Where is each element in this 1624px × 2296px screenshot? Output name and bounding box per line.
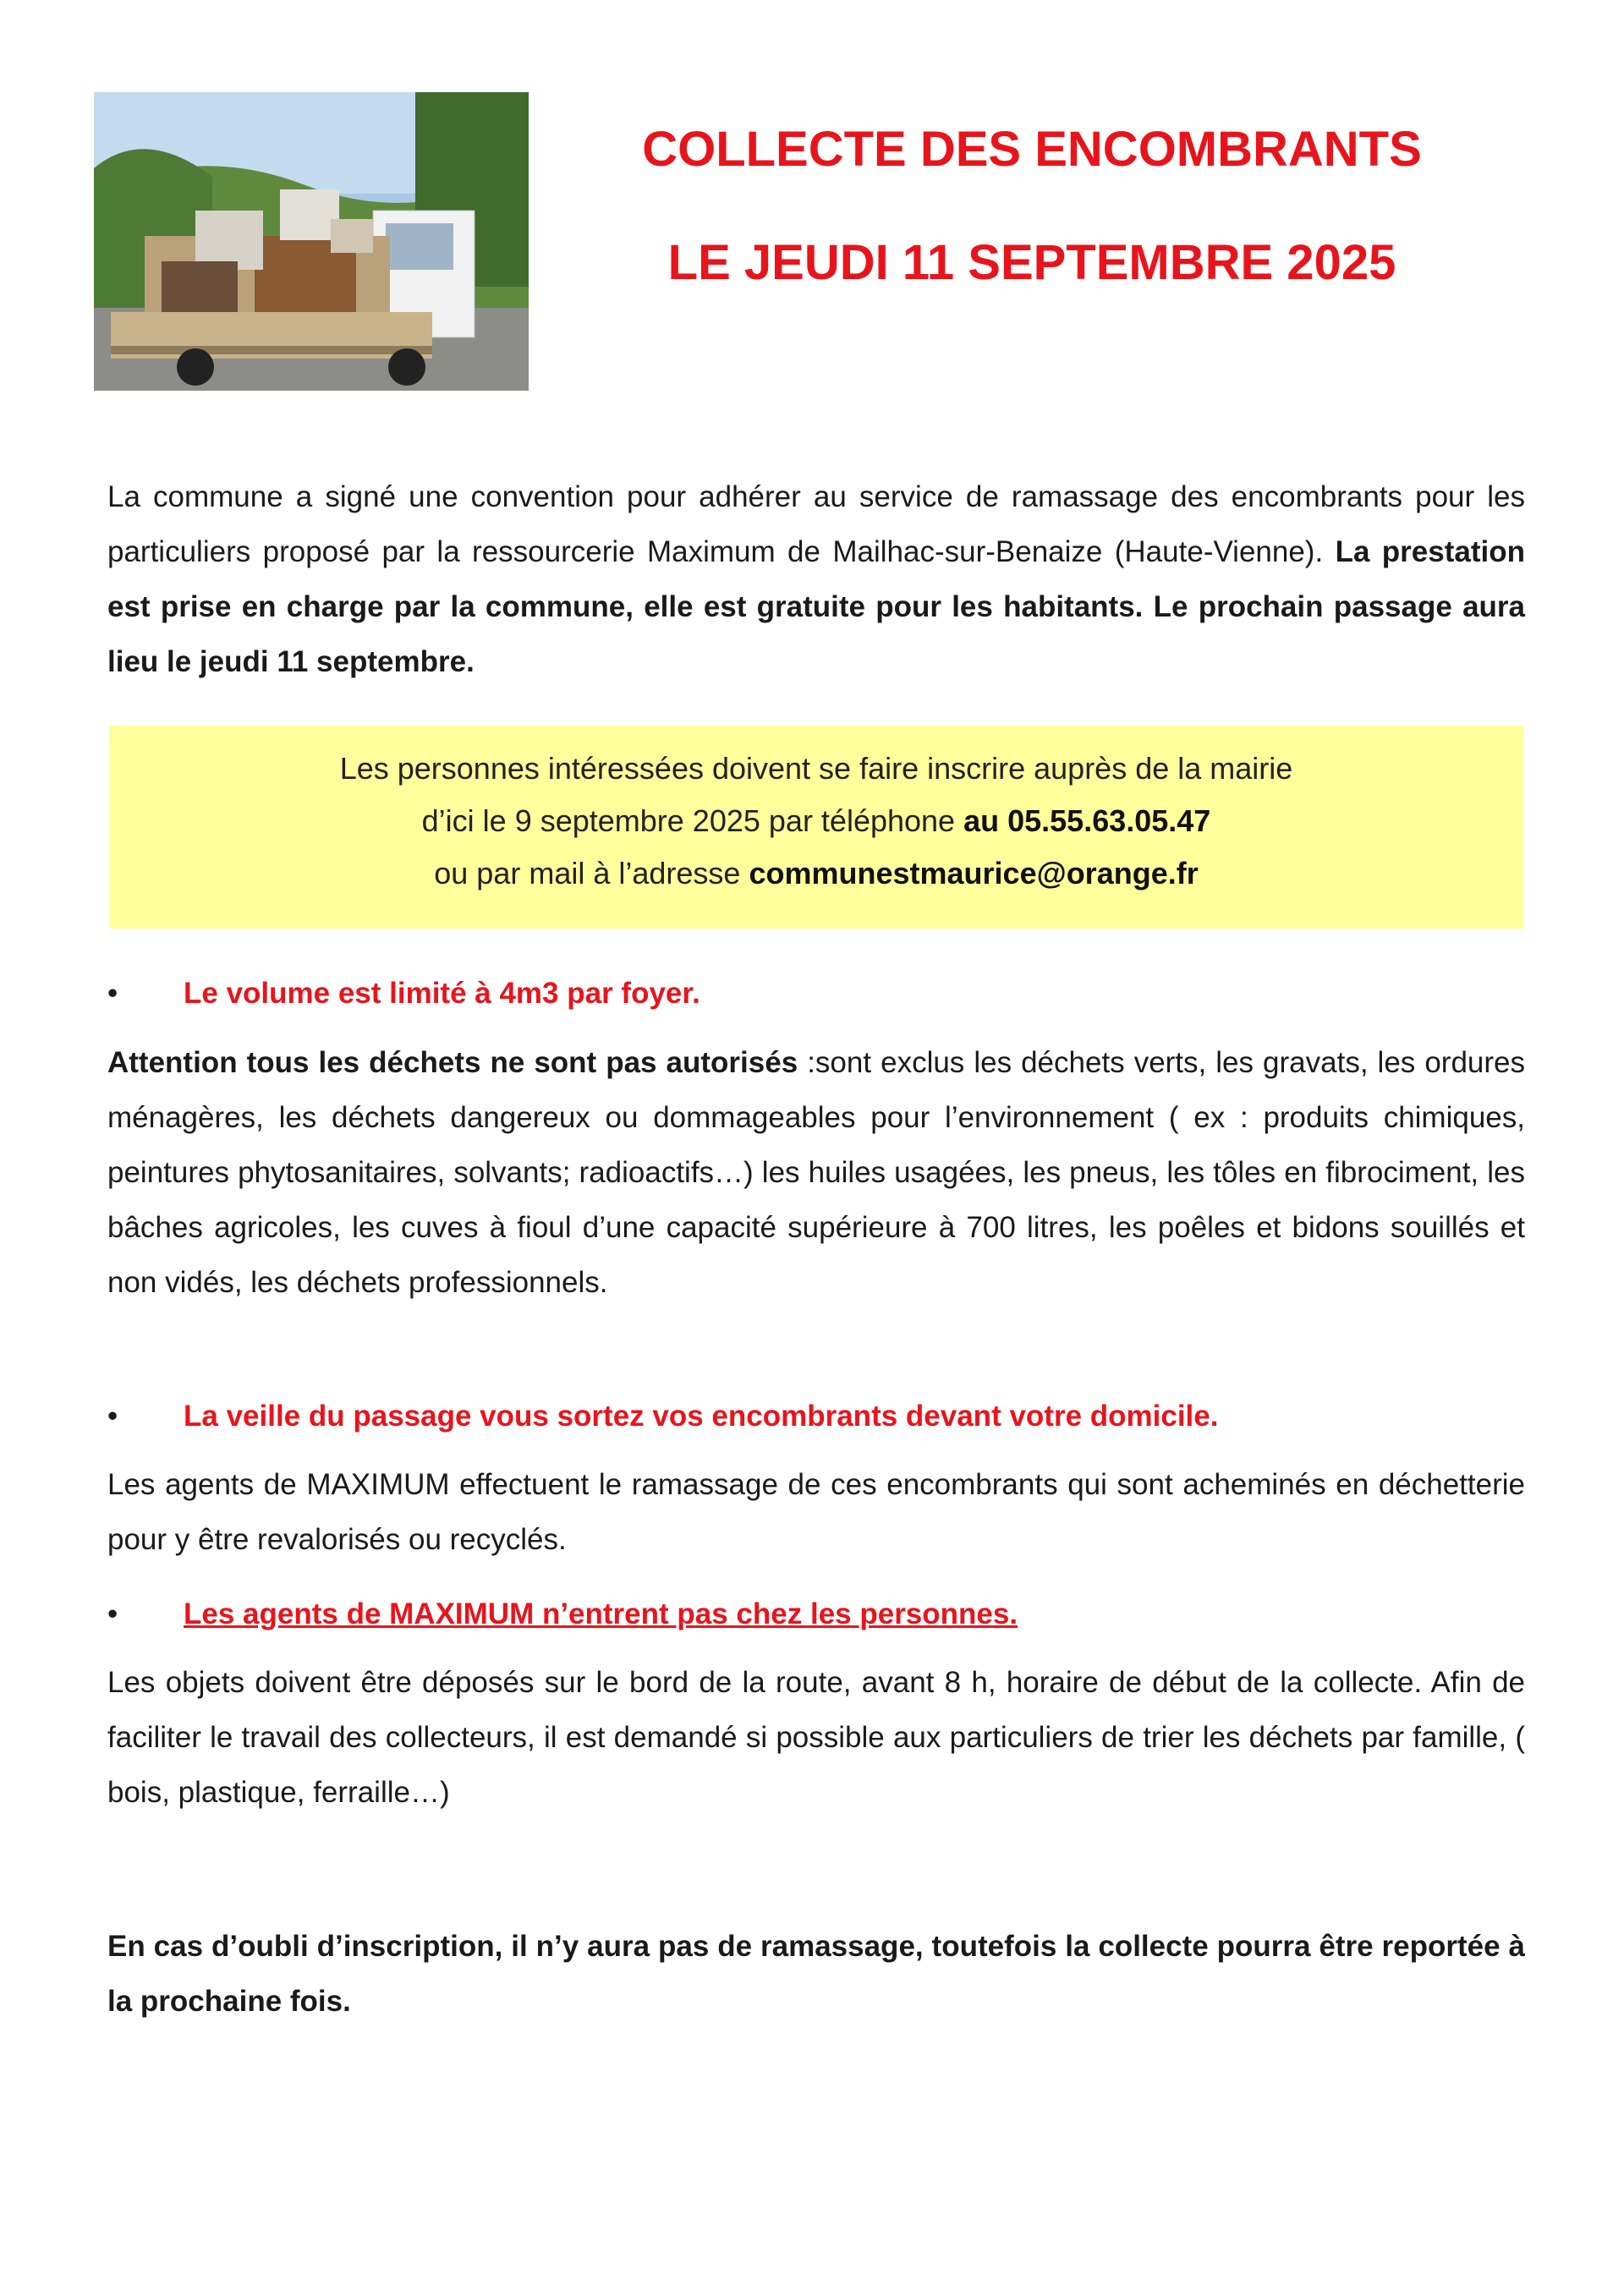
attention-paragraph	[107, 1035, 1525, 1310]
page-title-line-1: COLLECTE DES ENCOMBRANTS	[642, 122, 1422, 177]
bullet-text: La veille du passage vous sortez vos encombrants devant votre domicile.	[184, 1400, 1219, 1433]
intro-paragraph	[107, 469, 1525, 689]
agents-paragraph: Les agents de MAXIMUM effectuent le ramassage de ces encombrants qui sont acheminés en déchetterie pour y être revalorisés ou recyclés.	[107, 1468, 1525, 1556]
bullet-text: Le volume est limité à 4m3 par foyer.	[184, 977, 700, 1010]
notice-email: communestmaurice@orange.fr	[749, 856, 1199, 890]
truck-loaded-with-bulky-waste-photo	[94, 92, 529, 391]
intro-bold-text: La prestation est prise en charge par la commune, elle est gratuite pour les habitants. Le prochain passage aura lieu le jeudi 11 septembre.	[107, 535, 1525, 678]
notice-line-1: Les personnes intéressées doivent se faire inscrire auprès de la mairie	[339, 751, 1293, 786]
bullet-dot: •	[107, 1597, 118, 1630]
bullet-dot: •	[107, 977, 118, 1010]
bullet-text: Les agents de MAXIMUM n’entrent pas chez les personnes.	[184, 1597, 1018, 1630]
attention-text: :sont exclus les déchets verts, les gravats, les ordures ménagères, les déchets dangereux ou dommageables pour l’environnement ( ex : produits chimiques, peintures phytosanitaires, solvants; radioactifs…) les huiles usagées, les pneus, les tôles en fibrociment, les bâches agricoles, les cuves à fioul d’une capacité supérieure à 700 litres, les poêles et bidons souillés et non vidés, les déchets professionnels.	[107, 1046, 1525, 1299]
page-title-line-2: LE JEUDI 11 SEPTEMBRE 2025	[667, 235, 1396, 290]
notice-line-2	[109, 795, 1523, 847]
closing-paragraph: En cas d’oubli d’inscription, il n’y aura pas de ramassage, toutefois la collecte pourra être reportée à la prochaine fois.	[107, 1930, 1525, 2018]
notice-phone: au 05.55.63.05.47	[963, 803, 1211, 838]
intro-text: La commune a signé une convention pour adhérer au service de ramassage des encombrants pour les particuliers proposé par la ressourcerie Maximum de Mailhac-sur-Benaize (Haute-Vienne).	[107, 480, 1525, 568]
objects-paragraph: Les objets doivent être déposés sur le bord de la route, avant 8 h, horaire de début de la collecte. Afin de faciliter le travail des collecteurs, il est demandé si possible aux particuliers de trier les déchets par famille, ( bois, plastique, ferraille…)	[107, 1666, 1525, 1809]
bullet-dot: •	[107, 1400, 118, 1433]
attention-bold-text: Attention tous les déchets ne sont pas autorisés	[107, 1046, 798, 1079]
registration-notice-box	[109, 726, 1523, 929]
notice-line-3-text: ou par mail à l’adresse	[434, 856, 741, 890]
photo-illustration	[94, 92, 529, 391]
notice-line-2-text: d’ici le 9 septembre 2025 par téléphone	[421, 803, 956, 838]
notice-line-3	[109, 847, 1523, 900]
